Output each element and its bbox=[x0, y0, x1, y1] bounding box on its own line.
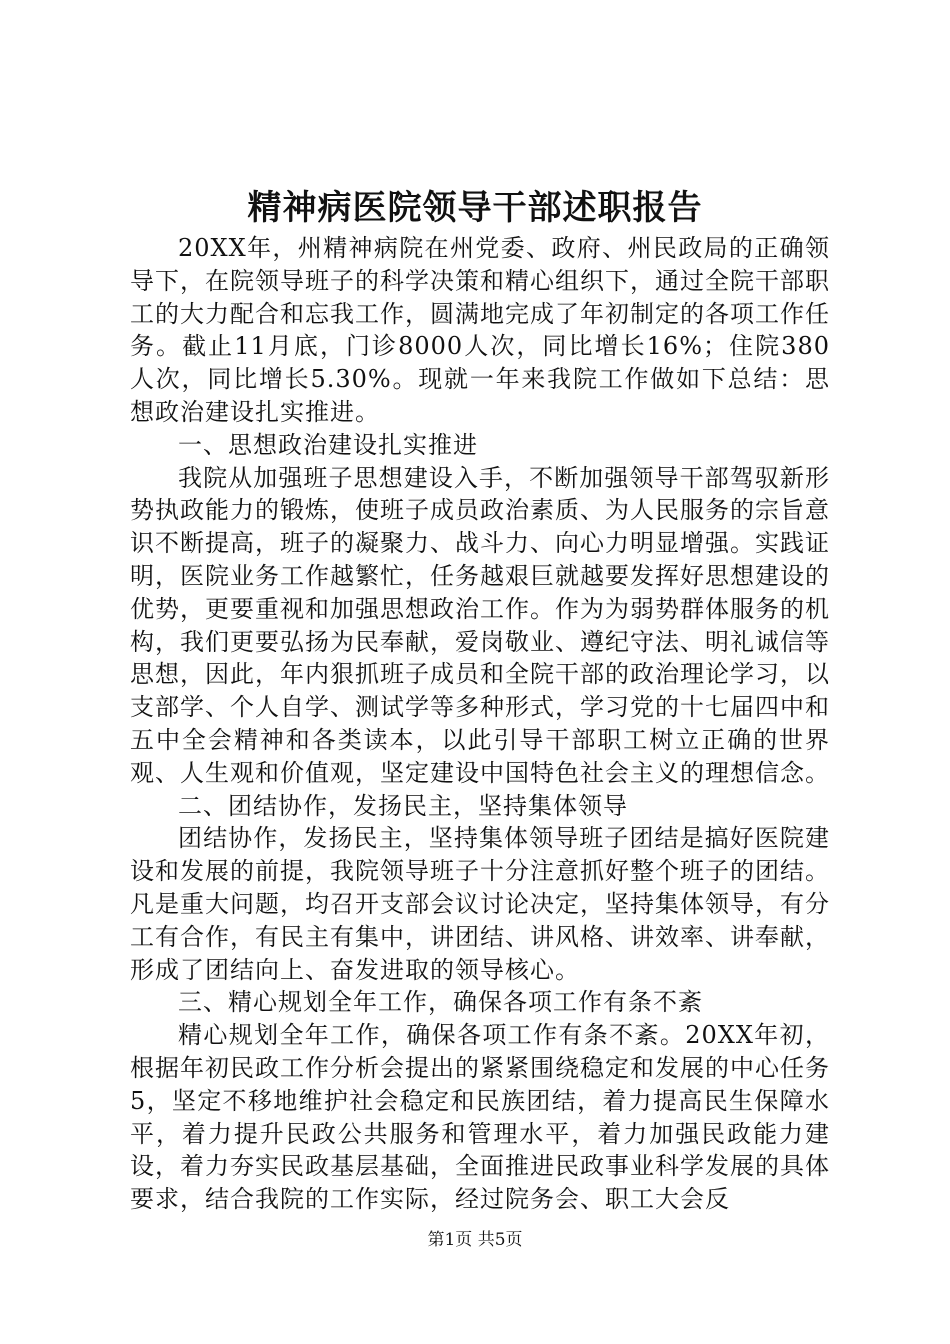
document-body bbox=[130, 232, 830, 1216]
section-heading-3: 三、精心规划全年工作，确保各项工作有条不紊 bbox=[178, 988, 703, 1017]
section-1-paragraph: 我院从加强班子思想建设入手，不断加强领导干部驾驭新形势执政能力的锻炼，使班子成员政治素质、为人民服务的宗旨意识不断提高，班子的凝聚力、战斗力、向心力明显增强。实践证明，医院业务工作越繁忙，任务越艰巨就越要发挥好思想建设的优势，更要重视和加强思想政治工作。作为为弱势群体服务的机构，我们更要弘扬为民奉献，爱岗敬业、遵纪守法、明礼诚信等思想，因此，年内狠抓班子成员和全院干部的政治理论学习，以支部学、个人自学、测试学等多种形式，学习党的十七届四中和五中全会精神和各类读本，以此引导干部职工树立正确的世界观、人生观和价值观，坚定建设中国特色社会主义的理想信念。 bbox=[130, 463, 830, 787]
page-title: 精神病医院领导干部述职报告 bbox=[247, 188, 703, 228]
section-heading-1: 一、思想政治建设扎实推进 bbox=[178, 430, 478, 459]
intro-paragraph: 20XX年，州精神病院在州党委、政府、州民政局的正确领导下，在院领导班子的科学决策和精心组织下，通过全院干部职工的大力配合和忘我工作，圆满地完成了年初制定的各项工作任务。截止11月底，门诊8000人次，同比增长16%；住院380人次，同比增长5.30%。现就一年来我院工作做如下总结：思想政治建设扎实推进。 bbox=[130, 234, 830, 426]
section-2-paragraph: 团结协作，发扬民主，坚持集体领导班子团结是搞好医院建设和发展的前提，我院领导班子十分注意抓好整个班子的团结。凡是重大问题，均召开支部会议讨论决定，坚持集体领导，有分工有合作，有民主有集中，讲团结、讲风格、讲效率、讲奉献，形成了团结向上、奋发进取的领导核心。 bbox=[130, 824, 830, 984]
page-footer: 第1页 共5页 bbox=[427, 1230, 523, 1250]
section-heading-2: 二、团结协作，发扬民主，坚持集体领导 bbox=[178, 791, 628, 820]
section-3-paragraph: 精心规划全年工作，确保各项工作有条不紊。20XX年初，根据年初民政工作分析会提出的紧紧围绕稳定和发展的中心任务5，坚定不移地维护社会稳定和民族团结，着力提高民生保障水平，着力提升民政公共服务和管理水平，着力加强民政能力建设，着力夯实民政基层基础，全面推进民政事业科学发展的具体要求，结合我院的工作实际，经过院务会、职工大会反 bbox=[130, 1021, 830, 1214]
